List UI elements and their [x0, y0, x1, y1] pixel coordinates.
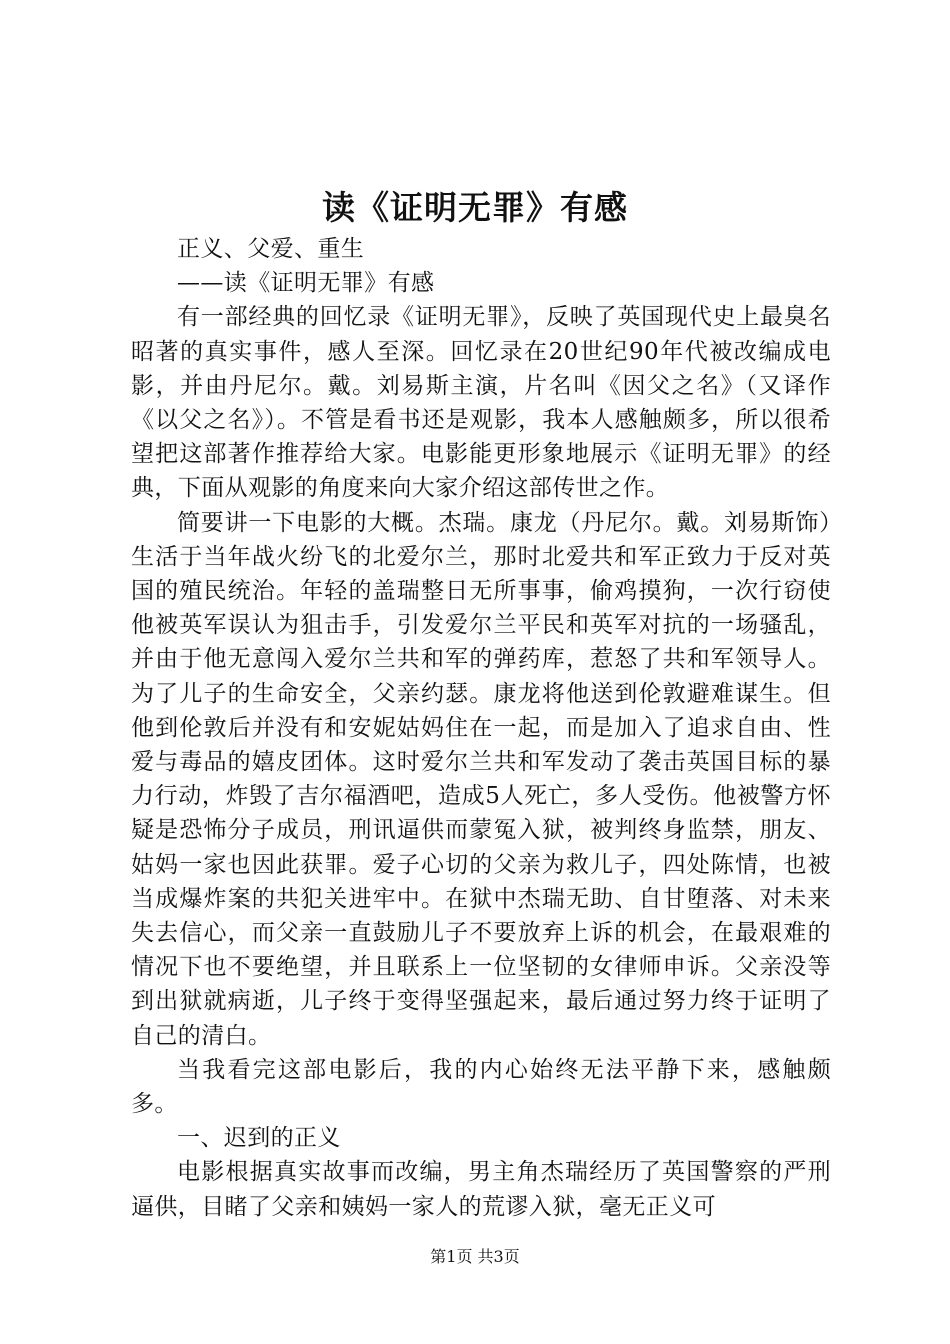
document-body [131, 232, 831, 1224]
subtitle-reference: ——读《证明无罪》有感 [177, 270, 435, 297]
paragraph-reflection: 当我看完这部电影后，我的内心始终无法平静下来，感触颇多。 [131, 1056, 831, 1118]
paragraph-intro: 有一部经典的回忆录《证明无罪》，反映了英国现代史上最臭名昭著的真实事件，感人至深。回忆录在20世纪90年代被改编成电影，并由丹尼尔。戴。刘易斯主演，片名叫《因父之名》（又译作《以父之名》）。不管是看书还是观影，我本人感触颇多，所以很希望把这部著作推荐给大家。电影能更形象地展示《证明无罪》的经典，下面从观影的角度来向大家介绍这部传世之作。 [131, 304, 831, 502]
document-title: 读《证明无罪》有感 [322, 188, 628, 227]
section-heading: 一、迟到的正义 [177, 1125, 341, 1152]
page-footer: 第1页 共3页 [430, 1247, 520, 1266]
subtitle-line: 正义、父爱、重生 [177, 236, 365, 262]
paragraph-plot-summary: 简要讲一下电影的大概。杰瑞。康龙（丹尼尔。戴。刘易斯饰）生活于当年战火纷飞的北爱尔兰，那时北爱共和军正致力于反对英国的殖民统治。年轻的盖瑞整日无所事事，偷鸡摸狗，一次行窃使他被英军误认为狙击手，引发爱尔兰平民和英军对抗的一场骚乱，并由于他无意闯入爱尔兰共和军的弹药库，惹怒了共和军领导人。为了儿子的生命安全，父亲约瑟。康龙将他送到伦敦避难谋生。但他到伦敦后并没有和安妮姑妈住在一起，而是加入了追求自由、性爱与毒品的嬉皮团体。这时爱尔兰共和军发动了袭击英国目标的暴力行动，炸毁了吉尔福酒吧，造成5人死亡，多人受伤。他被警方怀疑是恐怖分子成员，刑讯逼供而蒙冤入狱，被判终身监禁，朋友、姑妈一家也因此获罪。爱子心切的父亲为救儿子，四处陈情，也被当成爆炸案的共犯关进牢中。在狱中杰瑞无助、自甘堕落、对未来失去信心，而父亲一直鼓励儿子不要放弃上诉的机会，在最艰难的情况下也不要绝望，并且联系上一位坚韧的女律师申诉。父亲没等到出狱就病逝，儿子终于变得坚强起来，最后通过努力终于证明了自己的清白。 [131, 509, 831, 1049]
paragraph-section-one: 电影根据真实故事而改编，男主角杰瑞经历了英国警察的严刑逼供，目睹了父亲和姨妈一家人的荒谬入狱，毫无正义可 [131, 1159, 831, 1220]
